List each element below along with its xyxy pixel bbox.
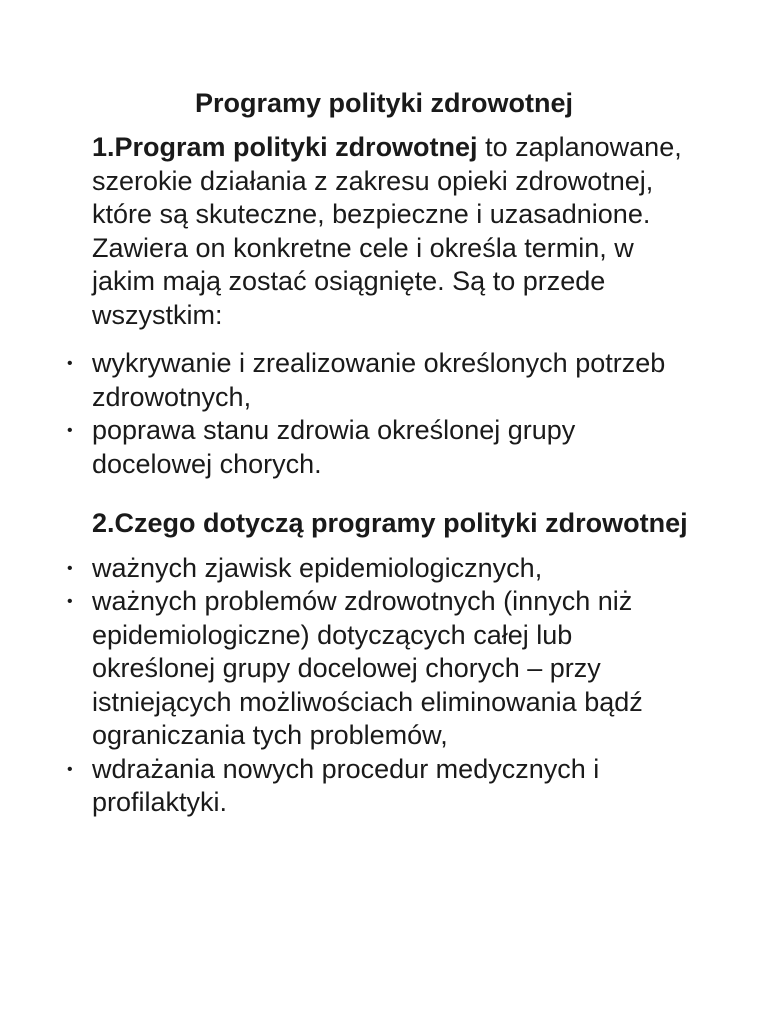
list-item-text: wykrywanie i zrealizowanie określonych potrzeb zdrowotnych, [92, 348, 666, 412]
list-item-text: wdrażania nowych procedur medycznych i profilaktyki. [92, 753, 600, 817]
list-item-text: ważnych zjawisk epidemiologicznych, [92, 552, 543, 583]
list-item-text: poprawa stanu zdrowia określonej grupy docelowej chorych. [92, 415, 576, 479]
list-item [67, 753, 692, 820]
bullet-icon: • [67, 593, 73, 610]
list-item-text: ważnych problemów zdrowotnych (innych niż epidemiologiczne) dotyczących całej lub określonej grupy docelowej chorych – przy istniejących możliwościach eliminowania bądź ograniczania tych problemów, [92, 586, 643, 750]
bullet-icon: • [67, 760, 73, 778]
list-item [67, 585, 692, 753]
bullet-icon: • [67, 559, 73, 577]
section1-bullet-list [67, 347, 692, 481]
section1-lead-bold: 1.Program polityki zdrowotnej [92, 132, 478, 162]
list-item [67, 552, 692, 586]
section2-bullet-list [67, 552, 692, 820]
bullet-icon: • [67, 355, 73, 372]
section1-paragraph [92, 131, 692, 332]
document-title: Programy polityki zdrowotnej [194, 88, 574, 118]
document-body [67, 131, 692, 820]
section2-heading: 2.Czego dotyczą programy polityki zdrowotnej [92, 508, 688, 538]
bullet-icon: • [67, 422, 73, 439]
list-item [67, 347, 692, 414]
list-item [67, 414, 692, 481]
section1-lead-text: to zaplanowane, szerokie działania z zakresu opieki zdrowotnej, które są skuteczne, bezpieczne i uzasadnione. Zawiera on konkretne cele i określa termin, w jakim mają zostać osiągnięte. Są to przede wszystkim: [92, 132, 682, 330]
